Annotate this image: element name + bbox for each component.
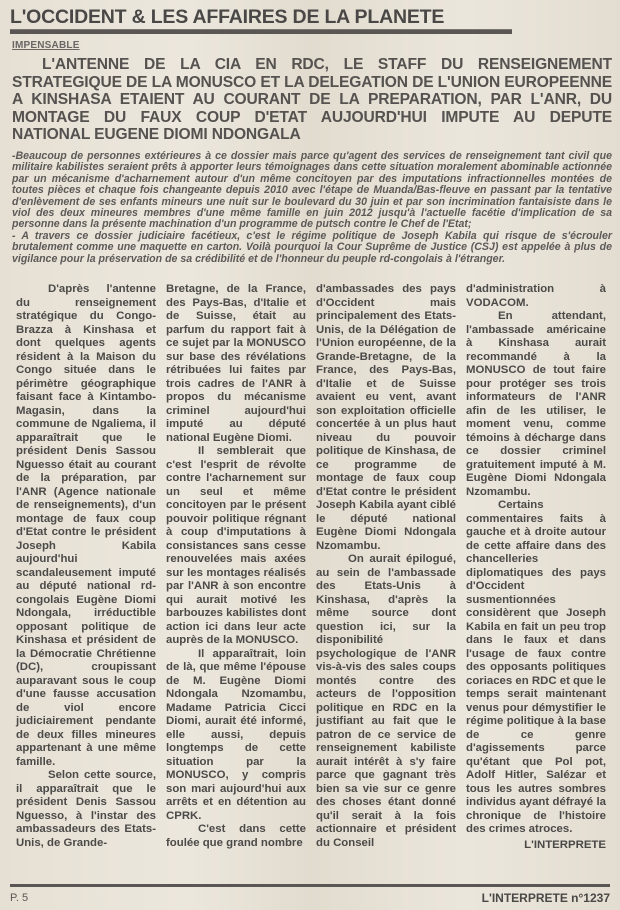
author-signature: L'INTERPRETE [524,838,606,851]
section-header: L'OCCIDENT & LES AFFAIRES DE LA PLANETE [10,6,445,28]
body-paragraph-continued: Bretagne, de la France, des Pays-Bas, d'Italie et de Suisse, était au parfum du rapport fait à ce sujet par la MONUSCO sur base des révélations rétribuées lui faites par trois cadres de l'ANR à propos du mécanisme criminel aujourd'hui imputé au député national Eugène Diomi. [166,283,306,444]
column-2 [162,283,312,881]
body-paragraph: D'après l'antenne du renseignement stratégique du Congo-Brazza à Kinshasa et dont quelques agents résident à la Maison du Congo située dans le périmètre géographique faisant face à Kintambo-Magasin, dans la commune de Ngaliema, il apparaîtrait que le président Denis Sassou Nguesso était au courant de la préparation, par l'ANR (Agence nationale de renseignements), d'un montage de faux coup d'Etat contre le président Joseph Kabila aujourd'hui scandaleusement imputé au député national rd-congolais Eugène Diomi Ndongala, irréductible opposant politique de Kinshasa et président de la Démocratie Chrétienne (DC), croupissant auparavant sous le coup d'une fausse accusation de viol encore judiciairement pendante de deux filles mineures appartenant à une même famille. [16,283,156,768]
body-paragraph: Il semblerait que c'est l'esprit de révolte contre l'acharnement sur un seul et même concitoyen par le présent pouvoir politique régnant à coup d'imputations à consistances sans cesse renouvelées mais axées sur les montages réalisés par l'ANR à son encontre qui aurait motivé les barbouzes kabilistes dont action ici dans leur acte auprès de la MONUSCO. [166,445,306,646]
article-lede [12,151,612,265]
lede-paragraph: - A travers ce dossier judiciaire facétieux, c'est le régime politique de Joseph Kabila qui risque de s'écrouler brutalement comme une maquette en carton. Voilà pourquoi la Cour Suprême de Justice (CSJ) est appelée à plus de vigilance pour la préservation de sa crédibilité et de l'honneur du peuple rd-congolais à l'étranger. [12,229,612,265]
body-paragraph: Selon cette source, il apparaîtrait que le président Denis Sassou Nguesso, à l'instar des ambassadeurs des Etats-Unis, de Grande- [16,769,156,849]
page-number: P. 5 [10,892,29,904]
kicker-label: IMPENSABLE [12,40,80,51]
header-rule [10,29,512,34]
footer-rule [10,884,610,887]
body-paragraph: Certains commentaires faits à gauche et à droite autour de cette affaire dans des chancelleries diplomatiques des pays d'Occident susmentionnées considèrent que Joseph Kabila en fait un peu trop dans le faux et dans l'usage de faux contre des opposants politiques coriaces en RDC et que le temps serait maintenant venus pour démystifier le régime politique à la base de ce genre d'agissements parce qu'étant que Pol pot, Adolf Hitler, Salézar et tous les autres sombres individus ayant défrayé la chronique de l'histoire des crimes atroces. [466,499,606,835]
column-4 [462,283,612,881]
body-paragraph-continued: d'administration à VODACOM. [466,283,606,309]
column-3 [312,283,462,881]
article-headline: L'ANTENNE DE LA CIA EN RDC, LE STAFF DU RENSEIGNEMENT STRATEGIQUE DE LA MONUSCO ET LA DELEGATION DE L'UNION EUROPEENNE A KINSHASA ETAIENT AU COURANT DE LA PREPARATION, PAR L'ANR, DU MONTAGE DU FAUX COUP D'ETAT AUJOURD'HUI IMPUTE AU DEPUTE NATIONAL EUGENE DIOMI NDONGALA [12,56,612,143]
body-paragraph: Il apparaîtrait, loin de là, que même l'épouse de M. Eugène Diomi Ndongala Nzomambu, Madame Patricia Cicci Diomi, aurait été informé, elle aussi, depuis longtemps de cette situation par la MONUSCO, y compris son mari aujourd'hui aux arrêts et en détention au CPRK. [166,647,306,822]
publication-issue: L'INTERPRETE n°1237 [481,891,610,905]
body-paragraph-continued: d'ambassades des pays d'Occident mais principalement des Etats-Unis, de la Délégation de l'Union européenne, de la Grande-Bretagne, de la France, des Pays-Bas, d'Italie et de Suisse avaient eu vent, avant son exploitation officielle concertée à un plus haut niveau du pouvoir politique de Kinshasa, de ce programme de montage de faux coup d'Etat contre le président Joseph Kabila ayant ciblé le député national Eugène Diomi Ndongala Nzomambu. [316,283,456,552]
article-body [12,283,612,881]
lede-paragraph: -Beaucoup de personnes extérieures à ce dossier mais parce qu'agent des services de renseignement tant civil que militaire kabilistes seraient prêts à apporter leurs témoignages dans cette situation moralement abominable actionnée par un mécanisme d'acharnement autour d'un même concitoyen par des imputations infractionnelles montées de toutes pièces et chaque fois changeante depuis 2010 avec l'étape de Muanda/Bas-fleuve en passant par la tentative d'enlèvement de ses enfants mineurs une nuit sur le boulevard du 30 juin et par son incrimination fantaisiste dans le viol des deux mineures membres d'une même famille en juin 2012 jusqu'à l'actuelle facétie d'implication de sa personne dans la présente machination d'un programme de putsch contre le Chef de l'Etat; [12,150,612,231]
body-paragraph: En attendant, l'ambassade américaine à Kinshasa aurait recommandé à la MONUSCO de tout faire pour protéger ses trois informateurs de l'ANR afin de les utiliser, le moment venu, comme témoins à décharge dans ce dossier criminel gratuitement imputé à M. Eugène Diomi Ndongala Nzomambu. [466,310,606,498]
body-paragraph: C'est dans cette foulée que grand nombre [166,823,306,849]
column-1 [12,283,162,881]
body-paragraph: On aurait épilogué, au sein de l'ambassade des Etats-Unis à Kinshasa, d'après la même source dont question ici, sur la disponibilité psychologique de l'ANR vis-à-vis des sales coups montés contre des acteurs de l'opposition politique en RDC en la justifiant au fait que le patron de ce service de renseignement kabiliste aurait intérêt à s'y faire parce que gagnant très bien sa vie sur ce genre des choses étant donné qu'il serait à la fois actionnaire et président du Conseil [316,553,456,849]
